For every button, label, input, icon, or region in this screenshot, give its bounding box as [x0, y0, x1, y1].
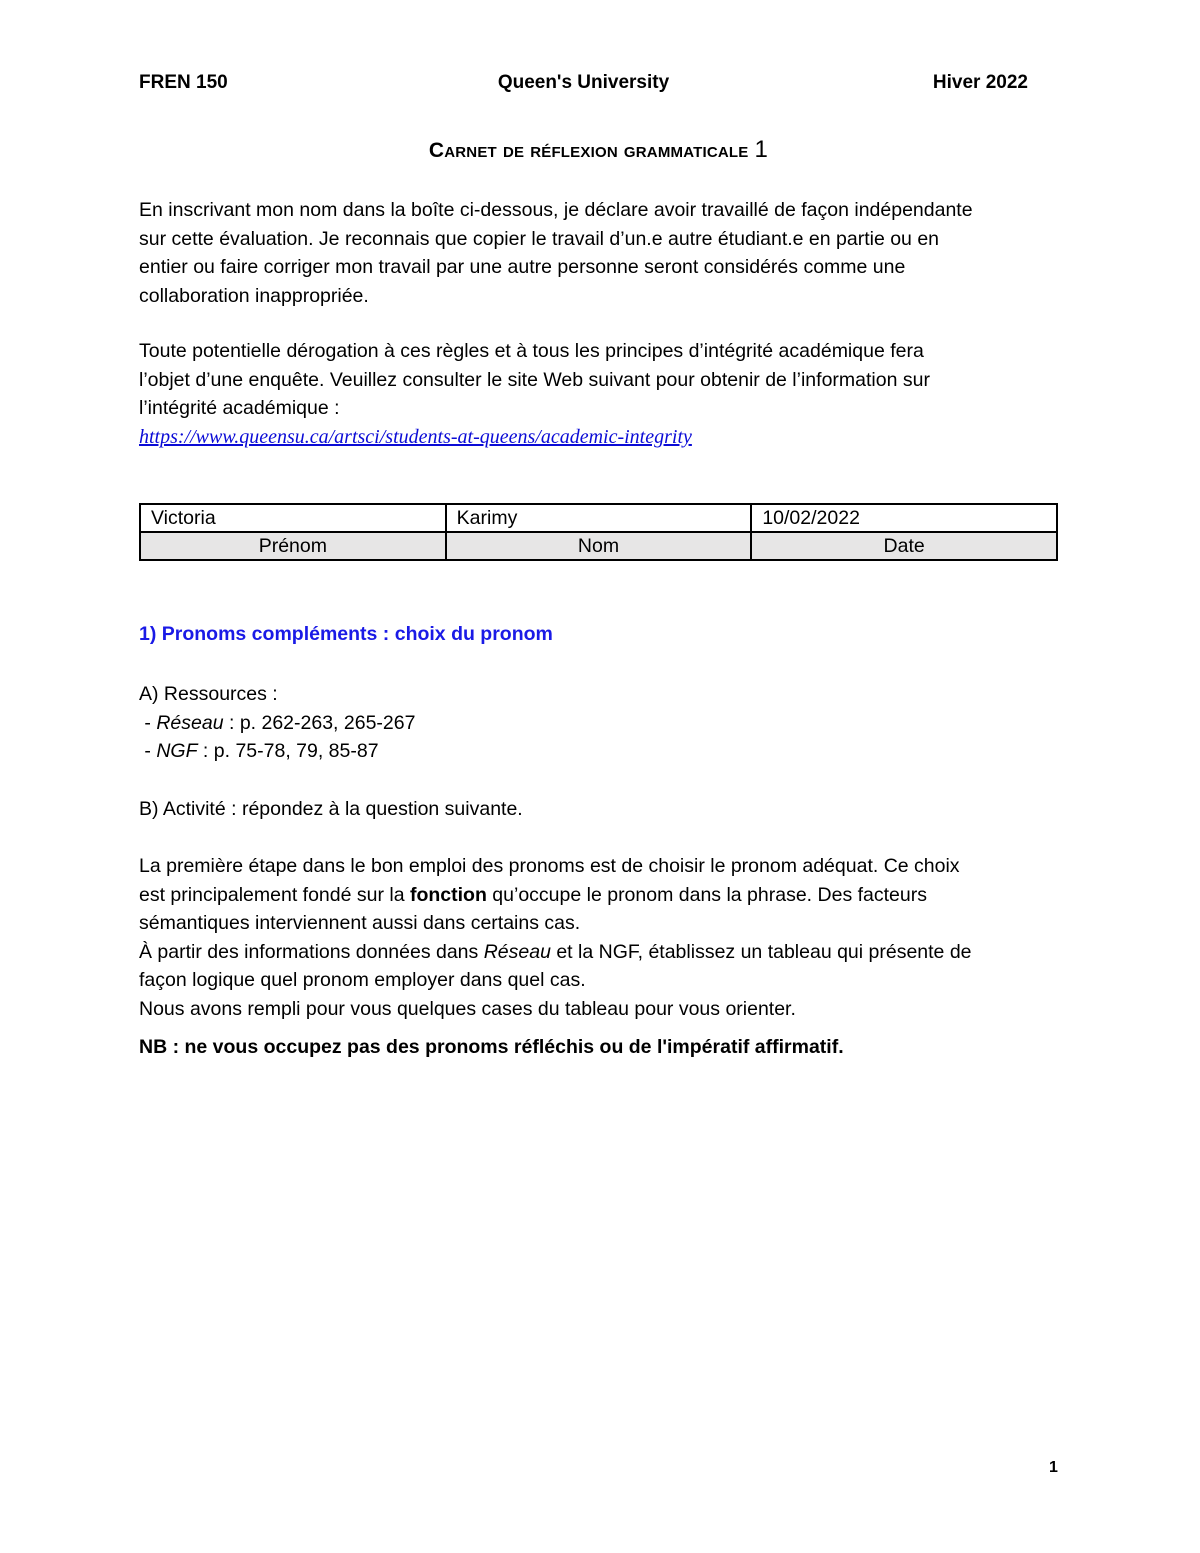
- resource-item: [139, 709, 1069, 738]
- document-title-text: Carnet de réflexion grammaticale: [428, 139, 749, 162]
- instruction-line: [139, 881, 1069, 910]
- declaration-paragraph: [139, 196, 1069, 310]
- document-title: [139, 136, 1058, 164]
- activity-heading: B) Activité : répondez à la question suivante.: [139, 798, 523, 820]
- last-name-label: Nom: [446, 532, 752, 560]
- instruction-text: est principalement fondé sur la: [139, 883, 410, 906]
- instruction-line: sémantiques interviennent aussi dans certains cas.: [139, 912, 581, 935]
- instruction-bold-term: fonction: [409, 883, 487, 906]
- declaration-line: entier ou faire corriger mon travail par une autre personne seront considérés comme une: [139, 256, 906, 279]
- instruction-line: façon logique quel pronom employer dans quel cas.: [139, 969, 586, 992]
- integrity-line: l’objet d’une enquête. Veuillez consulter le site Web suivant pour obtenir de l’information sur: [139, 368, 930, 391]
- identity-labels-row: [140, 532, 1057, 560]
- term-label: Hiver 2022: [932, 72, 1028, 93]
- instruction-line: [139, 938, 1069, 967]
- university-name: Queen's University: [497, 72, 670, 93]
- declaration-line: collaboration inappropriée.: [139, 284, 369, 307]
- instruction-text: et la NGF, établissez un tableau qui présente de: [550, 940, 972, 963]
- first-name-label: Prénom: [140, 532, 446, 560]
- instruction-text: À partir des informations données dans: [139, 940, 484, 963]
- declaration-line: En inscrivant mon nom dans la boîte ci-dessous, je déclare avoir travaillé de façon indépendante: [139, 199, 973, 221]
- resource-prefix: -: [139, 740, 157, 763]
- resources-heading: A) Ressources :: [139, 683, 278, 705]
- resources-block: [139, 680, 1069, 766]
- integrity-paragraph: [139, 337, 1069, 451]
- date-label: Date: [751, 532, 1057, 560]
- identity-values-row: [140, 504, 1057, 532]
- instruction-line: Nous avons rempli pour vous quelques cases du tableau pour vous orienter.: [139, 997, 796, 1020]
- section-1-title: 1) Pronoms compléments : choix du pronom: [139, 623, 553, 645]
- nb-note: NB : ne vous occupez pas des pronoms réfléchis ou de l'impératif affirmatif.: [139, 1036, 844, 1058]
- last-name-value: Karimy: [446, 504, 752, 532]
- page-header: [139, 72, 1028, 98]
- academic-integrity-link[interactable]: https://www.queensu.ca/artsci/students-at-queens/academic-integrity: [139, 425, 692, 448]
- integrity-line: l’intégrité académique :: [139, 397, 340, 420]
- instruction-line: La première étape dans le bon emploi des pronoms est de choisir le pronom adéquat. Ce choix: [139, 855, 960, 877]
- resource-pages: : p. 75-78, 79, 85-87: [197, 740, 379, 763]
- resource-book: Réseau: [156, 711, 224, 734]
- declaration-line: sur cette évaluation. Je reconnais que copier le travail d’un.e autre étudiant.e en partie ou en: [139, 227, 940, 250]
- identity-table: [139, 503, 1058, 561]
- resource-prefix: -: [139, 711, 157, 734]
- document-title-number: 1: [754, 136, 769, 163]
- course-code: FREN 150: [139, 72, 228, 93]
- date-value: 10/02/2022: [751, 504, 1057, 532]
- resource-pages: : p. 262-263, 265-267: [223, 711, 416, 734]
- first-name-value: Victoria: [140, 504, 446, 532]
- instructions-paragraph: [139, 852, 1069, 1024]
- page-number: 1: [1049, 1459, 1058, 1476]
- integrity-line: Toute potentielle dérogation à ces règles et à tous les principes d’intégrité académique fera: [139, 340, 924, 362]
- resource-book: NGF: [156, 740, 198, 763]
- instruction-text: qu’occupe le pronom dans la phrase. Des facteurs: [486, 883, 927, 906]
- instruction-italic-term: Réseau: [483, 940, 551, 963]
- resource-item: [139, 737, 1069, 766]
